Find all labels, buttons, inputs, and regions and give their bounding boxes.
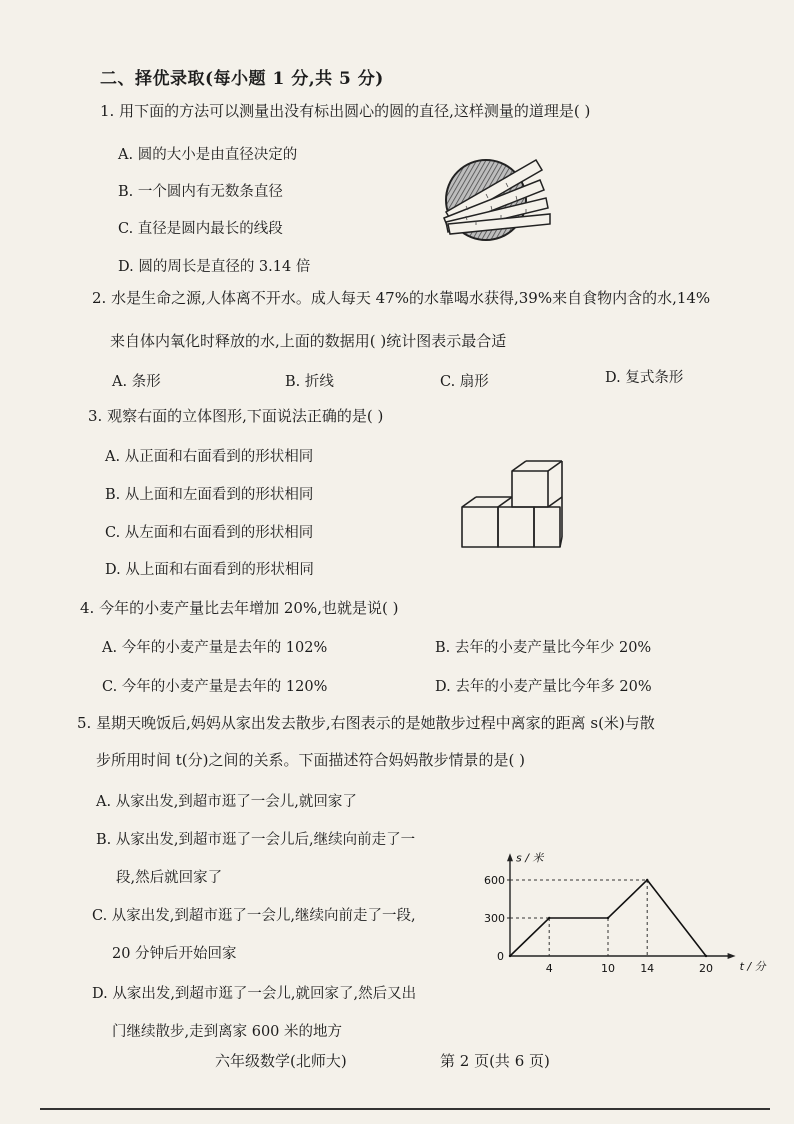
question-3-stem: 3. 观察右面的立体图形,下面说法正确的是( ) [88,407,384,425]
x-tick-label: 4 [545,962,553,975]
question-4-option-b: B. 去年的小麦产量比今年少 20% [435,640,652,656]
question-2-option-b: B. 折线 [285,374,334,390]
footer-page-number: 第 2 页(共 6 页) [440,1052,550,1070]
x-tick-label: 10 [601,962,615,975]
question-4-option-d: D. 去年的小麦产量比今年多 20% [435,679,652,695]
question-3-option-a: A. 从正面和右面看到的形状相同 [105,449,314,465]
x-axis-label: t / 分 [739,960,766,973]
x-axis-arrow [728,953,736,959]
question-3-option-b: B. 从上面和左面看到的形状相同 [105,487,314,503]
cube-stack-figure [458,455,570,555]
y-axis-arrow [507,853,513,861]
question-1-option-a: A. 圆的大小是由直径决定的 [118,147,298,163]
data-point [646,879,648,881]
y-tick-label: 600 [484,873,505,887]
question-3-option-d: D. 从上面和右面看到的形状相同 [105,562,314,578]
question-4-option-c: C. 今年的小麦产量是去年的 120% [102,679,328,695]
question-1-option-c: C. 直径是圆内最长的线段 [118,221,283,237]
question-5-option-c: C. 从家出发,到超市逛了一会儿,继续向前走了一段, [92,908,416,924]
question-5-option-d-cont: 门继续散步,走到离家 600 米的地方 [112,1024,343,1040]
x-tick-label: 20 [699,962,713,975]
data-point [548,917,550,919]
question-5-option-c-cont: 20 分钟后开始回家 [112,946,237,962]
question-2-option-a: A. 条形 [112,374,161,390]
question-3-option-c: C. 从左面和右面看到的形状相同 [105,525,314,541]
question-1-stem: 1. 用下面的方法可以测量出没有标出圆心的圆的直径,这样测量的道理是( ) [100,102,591,120]
question-1-option-d: D. 圆的周长是直径的 3.14 倍 [118,259,311,275]
section-title: 二、择优录取(每小题 1 分,共 5 分) [100,69,384,89]
data-point [705,955,707,957]
question-5-option-d: D. 从家出发,到超市逛了一会儿,就回家了,然后又出 [92,986,417,1002]
circle-measure-figure [436,150,556,255]
data-point [509,955,511,957]
question-4-stem: 4. 今年的小麦产量比去年增加 20%,也就是说( ) [80,599,399,617]
question-5-stem-line-2: 步所用时间 t(分)之间的关系。下面描述符合妈妈散步情景的是( ) [96,751,525,769]
footer-course: 六年级数学(北师大) [215,1052,347,1070]
question-2-stem-line-1: 2. 水是生命之源,人体离不开水。成人每天 47%的水靠喝水获得,39%来自食物内含的水,14% [92,289,711,307]
data-point [607,917,609,919]
question-5-stem-line-1: 5. 星期天晚饭后,妈妈从家出发去散步,右图表示的是她散步过程中离家的距离 s(米)与散 [77,714,655,732]
y-axis-label: s / 米 [516,851,544,865]
y-tick-label: 300 [484,911,505,925]
question-4-option-a: A. 今年的小麦产量是去年的 102% [102,640,328,656]
question-5-option-b-cont: 段,然后就回家了 [116,870,223,886]
bottom-rule [40,1108,770,1110]
question-5-option-b: B. 从家出发,到超市逛了一会儿后,继续向前走了一 [96,832,416,848]
question-5-option-a: A. 从家出发,到超市逛了一会儿,就回家了 [96,794,357,810]
question-2-stem-line-2: 来自体内氧化时释放的水,上面的数据用( )统计图表示最合适 [110,332,507,350]
x-tick-label: 14 [640,962,655,975]
question-2-option-d: D. 复式条形 [605,370,684,386]
distance-time-chart [470,822,766,982]
question-1-option-b: B. 一个圆内有无数条直径 [118,184,283,200]
origin-label: 0 [497,950,504,963]
question-2-option-c: C. 扇形 [440,374,489,390]
